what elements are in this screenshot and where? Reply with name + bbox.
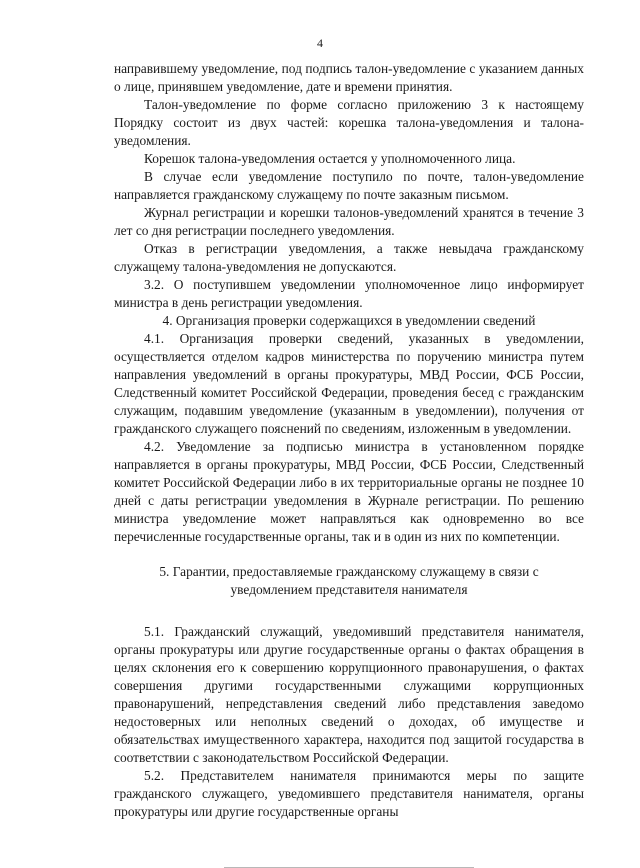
document-body <box>114 60 584 868</box>
paragraph-refusal: Отказ в регистрации уведомления, а также невыдача гражданскому служащему талона-уведомления не допускаются. <box>114 241 584 274</box>
paragraph-4-2: 4.2. Уведомление за подписью министра в установленном порядке направляется в органы прокуратуры, МВД России, ФСБ России, Следственный комитет Российской Федерации либо в их территориальные органы не позднее 10 дней с даты регистрации уведомления в Журнале регистрации. По решению министра уведомление может направляться как одновременно во все перечисленные государственные органы, так и в один из них по компетенции. <box>114 439 584 544</box>
paragraph-by-post: В случае если уведомление поступило по почте, талон-уведомление направляется гражданскому служащему по почте заказным письмом. <box>114 169 584 202</box>
section-5-heading-line2: уведомлением представителя нанимателя <box>230 582 468 597</box>
section-5-heading-line1: 5. Гарантии, предоставляемые гражданскому служащему в связи с <box>159 564 539 579</box>
paragraph-continuation: направившему уведомление, под подпись талон-уведомление с указанием данных о лице, принявшем уведомление, дате и времени принятия. <box>114 61 584 94</box>
section-4-heading: 4. Организация проверки содержащихся в уведомлении сведений <box>162 313 536 328</box>
paragraph-3-2: 3.2. О поступившем уведомлении уполномоченное лицо информирует министра в день регистрации уведомления. <box>114 277 584 310</box>
paragraph-koreshok: Корешок талона-уведомления остается у уполномоченного лица. <box>144 151 516 166</box>
paragraph-5-1: 5.1. Гражданский служащий, уведомивший представителя нанимателя, органы прокуратуры или другие государственные органы о фактах обращения в целях склонения его к совершению коррупционного правонарушения, о фактах совершения другими государственными служащими коррупционных правонарушений, непредставления сведений либо представления заведомо недостоверных или неполных сведений о доходах, об имуществе и обязательствах имущественного характера, находится под защитой государства в соответствии с законодательством Российской Федерации. <box>114 624 584 765</box>
section-5-heading <box>114 563 584 599</box>
page-number: 4 <box>317 36 323 50</box>
paragraph-journal-storage: Журнал регистрации и корешки талонов-уведомлений хранятся в течение 3 лет со дня регистрации последнего уведомления. <box>114 205 584 238</box>
paragraph-talon-form: Талон-уведомление по форме согласно приложению 3 к настоящему Порядку состоит из двух частей: корешка талона-уведомления и талона-уведомления. <box>114 97 584 148</box>
paragraph-4-1: 4.1. Организация проверки сведений, указанных в уведомлении, осуществляется отделом кадров министерства по поручению министра путем направления уведомлений в органы прокуратуры, МВД России, ФСБ России, Следственный комитет Российской Федерации, проведения бесед с гражданским служащим, подавшим уведомление (указанным в уведомлении), получения от гражданского служащего пояснений по сведениям, изложенным в уведомлении. <box>114 331 584 436</box>
paragraph-5-2: 5.2. Представителем нанимателя принимаются меры по защите гражданского служащего, уведомившего представителя нанимателя, органы прокуратуры или другие государственные органы <box>114 768 584 819</box>
